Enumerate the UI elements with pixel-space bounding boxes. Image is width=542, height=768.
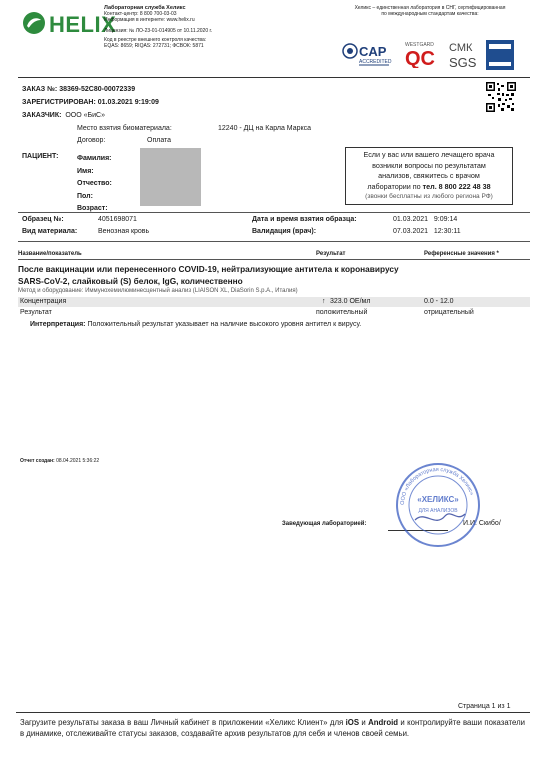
page-number: Страница 1 из 1 bbox=[458, 703, 511, 710]
signature-label: Заведующая лабораторией: bbox=[282, 521, 367, 527]
report-created-label: Отчет создан: bbox=[20, 458, 55, 464]
footer-text-2: и контролируйте bbox=[398, 718, 461, 727]
row-result: 323.0 ОЕ/мл bbox=[330, 298, 371, 305]
registered bbox=[22, 99, 159, 107]
ios-link[interactable]: iOS bbox=[345, 718, 360, 727]
patient-fields bbox=[77, 153, 112, 216]
license: Лицензия: № ЛО-23-01-014905 от 10.11.2020 г. bbox=[104, 28, 213, 34]
sample-value: 4051698071 bbox=[98, 216, 137, 223]
result-row-concentration bbox=[18, 297, 530, 307]
stamp-top-text: ООО «Лабораторная служба Хеликс» bbox=[399, 466, 475, 506]
contact-line-4 bbox=[346, 182, 512, 193]
cert-line-2: по международным стандартам качества: bbox=[381, 11, 479, 17]
contract-label: Договор: bbox=[77, 137, 106, 144]
customer-value: ООО «БиС» bbox=[65, 112, 105, 119]
footer-line-3: семьи. bbox=[384, 729, 410, 738]
stamp-center: «ХЕЛИКС» bbox=[417, 495, 459, 504]
sample-bottom-divider bbox=[18, 241, 530, 242]
footer-line-2: ваши показатели в динамике, отслеживайте статусы заказов, создавайте архив результатов для себя и членов своей bbox=[20, 718, 525, 738]
svg-text:СМК: СМК bbox=[449, 42, 473, 54]
header-divider bbox=[18, 77, 530, 78]
patient-label: ПАЦИЕНТ: bbox=[22, 153, 59, 160]
lab-info bbox=[104, 5, 264, 49]
registered-label: ЗАРЕГИСТРИРОВАН: bbox=[22, 99, 96, 106]
android-link[interactable]: Android bbox=[368, 718, 399, 727]
contact-phone: тел. 8 800 222 48 38 bbox=[422, 181, 491, 191]
lab-stamp bbox=[395, 462, 481, 548]
lab-name: Лабораторная служба Хеликс bbox=[104, 5, 186, 11]
patient-field-sex: Пол: bbox=[77, 192, 93, 200]
contract-value: Оплата bbox=[147, 137, 172, 144]
stamp-seal-icon bbox=[395, 462, 481, 548]
svg-text:ACCREDITED: ACCREDITED bbox=[359, 59, 392, 65]
contact-line-5: (звонки бесплатны из любого региона РФ) bbox=[365, 193, 493, 200]
helix-logo bbox=[22, 10, 117, 37]
svg-text:WESTGARD: WESTGARD bbox=[405, 42, 434, 48]
patient-field-name: Имя: bbox=[77, 167, 94, 175]
cert-line-1: Хеликс – единственная лаборатория в СНГ, сертифицированная bbox=[354, 5, 506, 11]
order-label: ЗАКАЗ №: bbox=[22, 86, 58, 93]
result-row-verdict bbox=[18, 308, 530, 318]
footer-and: и bbox=[359, 718, 369, 727]
iso-logo-icon bbox=[486, 40, 514, 70]
row-ref: отрицательный bbox=[424, 309, 474, 316]
contact-line-3: анализов, свяжитесь с врачом bbox=[378, 171, 480, 180]
internet-info: Информация в интернете: www.helix.ru bbox=[104, 17, 195, 23]
patient-field-age: Возраст: bbox=[77, 205, 108, 212]
test-title-line-1: После вакцинации или перенесенного COVID-19, нейтрализующие антитела к коронавирусу bbox=[18, 264, 399, 274]
interpretation-text: Положительный результат указывает на наличие высокого уровня антител к вирусу. bbox=[87, 321, 362, 328]
datetime-label: Дата и время взятия образца: bbox=[252, 216, 357, 223]
place-value: 12240 - ДЦ на Карла Маркса bbox=[218, 125, 312, 132]
quality-codes: EQAS: 8659; RIQAS: 272731; ФСВОК: 5871 bbox=[104, 43, 204, 49]
qr-code bbox=[486, 82, 516, 112]
test-title-line-2: SARS-CoV-2, слайковый (S) белок, IgG, количественно bbox=[18, 276, 243, 286]
place-label: Место взятия биоматериала: bbox=[77, 125, 172, 132]
cert-text bbox=[340, 5, 520, 17]
stamp-bottom: ДЛЯ АНАЛИЗОВ bbox=[418, 508, 458, 514]
row-name: Результат bbox=[20, 309, 52, 316]
patient-redaction bbox=[140, 148, 201, 206]
signature-name: И.И. Скибо/ bbox=[463, 520, 501, 527]
sgs-logo-icon bbox=[447, 40, 477, 70]
report-created-value: 08.04.2021 5:36:22 bbox=[56, 458, 100, 464]
cap-logo-icon bbox=[342, 40, 392, 68]
svg-text:SGS: SGS bbox=[449, 55, 477, 70]
validation-value: 07.03.2021 12:30:11 bbox=[393, 228, 461, 235]
order-value: 38369-52C80-00072339 bbox=[59, 86, 136, 93]
westgard-qc-icon bbox=[402, 40, 438, 68]
interpretation bbox=[30, 321, 361, 329]
datetime-value: 01.03.2021 9:09:14 bbox=[393, 216, 458, 223]
validation-label: Валидация (врач): bbox=[252, 228, 317, 235]
svg-text:QC: QC bbox=[405, 48, 435, 68]
interpretation-label: Интерпретация: bbox=[30, 321, 86, 328]
high-flag-icon: ↑ bbox=[322, 298, 326, 305]
logo-wordmark: HELIX bbox=[49, 12, 117, 37]
table-header-divider bbox=[18, 259, 530, 260]
customer bbox=[22, 112, 105, 120]
helix-leaf-icon bbox=[22, 11, 46, 35]
sample-top-divider bbox=[18, 212, 530, 213]
footer-divider bbox=[16, 712, 530, 713]
customer-label: ЗАКАЗЧИК: bbox=[22, 112, 62, 119]
row-result: положительный bbox=[316, 309, 368, 316]
patient-field-patronymic: Отчество: bbox=[77, 180, 112, 187]
col-header-result: Результат bbox=[316, 251, 346, 257]
svg-text:CAP: CAP bbox=[359, 44, 387, 59]
quality-code-line: Код в реестре внешнего контроля качества: bbox=[104, 37, 207, 43]
sample-label: Образец №: bbox=[22, 216, 64, 223]
material-label: Вид материала: bbox=[22, 228, 78, 235]
row-name: Концентрация bbox=[20, 298, 67, 305]
registered-value: 01.03.2021 9:19:09 bbox=[97, 99, 159, 106]
col-header-ref: Референсные значения * bbox=[424, 251, 499, 257]
method-info: Метод и оборудование: Иммунохемилюминесцентный анализ (LIAISON XL, DiaSorin S.p.A., Италия) bbox=[18, 288, 298, 294]
order-number bbox=[22, 86, 135, 94]
report-created bbox=[20, 458, 99, 464]
contact-center: Контакт-центр: 8 800 700-03-03 bbox=[104, 11, 177, 17]
contact-line-1: Если у вас или вашего лечащего врача bbox=[363, 150, 495, 159]
row-ref: 0.0 - 12.0 bbox=[424, 298, 454, 305]
contact-line-2: возникли вопросы по результатам bbox=[372, 160, 486, 170]
footer-text-1: Загрузите результаты заказа в ваш Личный кабинет в приложении «Хеликс Клиент» для bbox=[20, 718, 346, 727]
test-title bbox=[18, 263, 530, 287]
doctor-contact-box bbox=[345, 147, 513, 205]
col-header-name: Название/показатель bbox=[18, 251, 82, 257]
patient-field-surname: Фамилия: bbox=[77, 155, 112, 162]
contact-line-4-prefix: лаборатории по bbox=[367, 181, 423, 191]
footer-promo bbox=[20, 717, 525, 739]
material-value: Венозная кровь bbox=[98, 228, 150, 235]
